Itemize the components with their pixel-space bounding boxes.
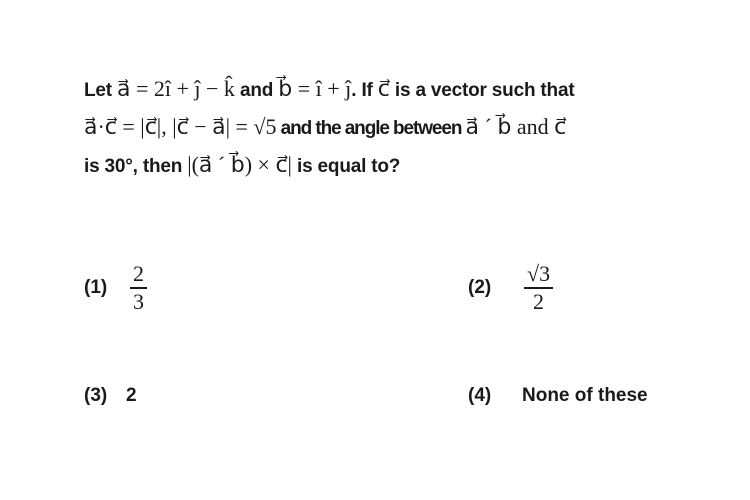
question-text	[84, 70, 694, 184]
fraction	[524, 262, 553, 314]
question-text-segment: and	[234, 80, 279, 101]
vector-a-definition: a⃗ = 2î + ĵ − k̂	[116, 76, 235, 101]
vector-b-definition: b⃗ = î + ĵ	[278, 76, 352, 101]
option-4[interactable]	[468, 366, 648, 426]
question-text-segment: and	[511, 114, 555, 139]
fraction	[130, 262, 147, 314]
fraction-numerator: √3	[527, 261, 551, 287]
option-1[interactable]	[84, 258, 147, 318]
fraction-denominator: 3	[133, 288, 144, 314]
option-label: (2)	[468, 277, 492, 298]
option-label: (3)	[84, 385, 108, 406]
option-value: None of these	[522, 385, 648, 406]
fraction-numerator: 2	[133, 261, 144, 287]
option-2[interactable]	[468, 258, 553, 318]
vector-c-symbol: c⃗	[554, 114, 567, 139]
question-text-segment: Let	[84, 80, 117, 101]
vector-conditions: a⃗·c⃗ = |c⃗|, |c⃗ − a⃗| = √5	[84, 114, 277, 139]
question-text-segment: is 30°, then	[84, 156, 188, 177]
vector-c-symbol: c⃗	[377, 76, 390, 101]
vector-cross-product: a⃗ ´ b⃗	[465, 114, 512, 139]
option-3[interactable]	[84, 366, 137, 426]
question-line-3	[84, 146, 694, 184]
option-value: 2	[126, 385, 137, 406]
fraction-denominator: 2	[533, 288, 545, 314]
question-text-segment: is a vector such that	[389, 80, 575, 101]
question-line-1	[84, 70, 694, 108]
option-label: (4)	[468, 385, 492, 406]
question-text-segment: . If	[351, 80, 378, 101]
option-label: (1)	[84, 277, 108, 298]
target-expression: |(a⃗ ´ b⃗) × c⃗|	[187, 152, 292, 177]
question-line-2	[84, 108, 694, 146]
question-text-segment: is equal to?	[291, 156, 401, 177]
question-text-segment: and the angle between	[276, 118, 466, 139]
